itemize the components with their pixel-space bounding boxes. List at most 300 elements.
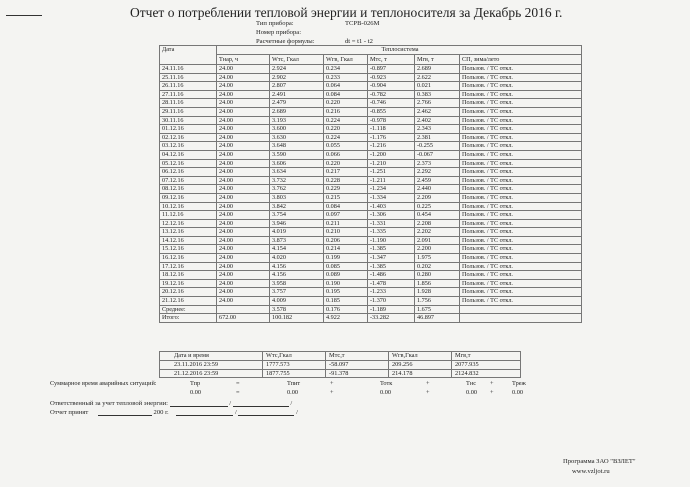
table-row <box>160 142 582 151</box>
table-cell: 24.00 <box>217 262 270 271</box>
table-cell: 2.491 <box>270 90 324 99</box>
table-cell: 26.11.16 <box>160 82 217 91</box>
summary-term-value: 0.00 <box>287 389 299 396</box>
table-cell: Пользов. / ТС откл. <box>460 73 582 82</box>
table-cell: 4.154 <box>270 245 324 254</box>
summary-term-value: + <box>490 389 494 396</box>
table-cell: -1.216 <box>368 142 415 151</box>
table-cell: 24.00 <box>217 99 270 108</box>
table-cell: -1.335 <box>368 228 415 237</box>
table-cell: 0.206 <box>324 236 368 245</box>
table-cell: Пользов. / ТС откл. <box>460 65 582 74</box>
table-cell: 24.00 <box>217 245 270 254</box>
footer-program: Программа ЗАО "ВЗЛЕТ" <box>563 458 636 465</box>
accepted-label: Отчет принят <box>50 409 89 416</box>
table-cell: Пользов. / ТС откл. <box>460 279 582 288</box>
table-row <box>160 254 582 263</box>
table-cell: 0.064 <box>324 82 368 91</box>
table-cell: Итого: <box>160 314 217 323</box>
table-cell: 3.732 <box>270 176 324 185</box>
table-cell: 4.009 <box>270 297 324 306</box>
table-cell: 24.00 <box>217 254 270 263</box>
table-cell: 25.11.16 <box>160 73 217 82</box>
summary-term-value: = <box>236 389 240 396</box>
table-cell: 3.648 <box>270 142 324 151</box>
table-row <box>160 168 582 177</box>
table-row <box>160 288 582 297</box>
table-cell: 2.402 <box>415 116 460 125</box>
table-cell: 2.292 <box>415 168 460 177</box>
table-cell: 0.084 <box>324 90 368 99</box>
table-cell: 0.021 <box>415 82 460 91</box>
table-cell: Пользов. / ТС откл. <box>460 271 582 280</box>
table-cell: 0.225 <box>415 202 460 211</box>
table-cell: 2.462 <box>415 107 460 116</box>
readings-row <box>160 369 521 378</box>
table-cell: -0.782 <box>368 90 415 99</box>
table-cell: 09.12.16 <box>160 193 217 202</box>
responsible-label: Ответственный за учет тепловой энергии: <box>50 400 168 407</box>
accepted-signature: Отчет принят 200 г. / / <box>50 409 298 416</box>
table-cell: -1.486 <box>368 271 415 280</box>
table-cell: 2.209 <box>415 193 460 202</box>
table-row <box>160 107 582 116</box>
table-cell: 0.097 <box>324 211 368 220</box>
readings-cell: Wтс,Гкал <box>263 352 326 361</box>
table-cell: 2.202 <box>415 228 460 237</box>
table-cell: -1.385 <box>368 245 415 254</box>
table-cell <box>460 305 582 314</box>
table-cell: -1.306 <box>368 211 415 220</box>
total-row <box>160 314 582 323</box>
table-row <box>160 150 582 159</box>
table-cell: 672.00 <box>217 314 270 323</box>
table-cell: 24.00 <box>217 271 270 280</box>
table-cell: 24.00 <box>217 90 270 99</box>
table-row <box>160 125 582 134</box>
table-cell: 24.00 <box>217 168 270 177</box>
table-cell: 4.922 <box>324 314 368 323</box>
table-cell: 24.00 <box>217 142 270 151</box>
table-cell: -1.478 <box>368 279 415 288</box>
table-cell: -0.904 <box>368 82 415 91</box>
table-cell: Пользов. / ТС откл. <box>460 142 582 151</box>
readings-table <box>159 351 521 378</box>
table-cell: 0.224 <box>324 116 368 125</box>
column-header: Мтс, т <box>368 55 415 65</box>
table-cell: 2.807 <box>270 82 324 91</box>
table-cell: 46.897 <box>415 314 460 323</box>
table-cell: 02.12.16 <box>160 133 217 142</box>
table-cell: 0.220 <box>324 125 368 134</box>
table-cell: 3.754 <box>270 211 324 220</box>
table-cell: 0.055 <box>324 142 368 151</box>
table-cell: 3.606 <box>270 159 324 168</box>
footer-site: www.vzljot.ru <box>572 468 610 475</box>
table-cell: 0.190 <box>324 279 368 288</box>
table-cell: 10.12.16 <box>160 202 217 211</box>
readings-cell: 23.11.2016 23:59 <box>160 360 263 369</box>
table-row <box>160 245 582 254</box>
table-row <box>160 236 582 245</box>
accept-signature-line <box>176 415 233 416</box>
summary-term-value: + <box>426 389 430 396</box>
table-cell: 15.12.16 <box>160 245 217 254</box>
table-cell: 24.00 <box>217 279 270 288</box>
table-cell: Пользов. / ТС откл. <box>460 262 582 271</box>
table-cell: -33.282 <box>368 314 415 323</box>
table-row <box>160 219 582 228</box>
table-cell: 20.12.16 <box>160 288 217 297</box>
table-cell: 3.600 <box>270 125 324 134</box>
name-line <box>233 406 289 407</box>
table-cell: Пользов. / ТС откл. <box>460 245 582 254</box>
table-cell: -1.200 <box>368 150 415 159</box>
table-cell: 0.210 <box>324 228 368 237</box>
table-cell: Пользов. / ТС откл. <box>460 236 582 245</box>
table-cell: 2.622 <box>415 73 460 82</box>
table-cell: 1.975 <box>415 254 460 263</box>
table-cell: 3.873 <box>270 236 324 245</box>
table-cell: 1.856 <box>415 279 460 288</box>
table-cell: 24.00 <box>217 297 270 306</box>
table-cell: -1.210 <box>368 159 415 168</box>
table-row <box>160 211 582 220</box>
table-cell: 2.689 <box>270 107 324 116</box>
readings-cell: Wгв,Гкал <box>389 352 452 361</box>
table-cell: 0.220 <box>324 99 368 108</box>
table-cell: -1.331 <box>368 219 415 228</box>
table-cell: 0.216 <box>324 107 368 116</box>
table-row <box>160 73 582 82</box>
table-cell: 19.12.16 <box>160 279 217 288</box>
table-cell: Пользов. / ТС откл. <box>460 90 582 99</box>
table-cell: 24.00 <box>217 65 270 74</box>
table-cell: 05.12.16 <box>160 159 217 168</box>
table-row <box>160 202 582 211</box>
table-cell: 24.00 <box>217 176 270 185</box>
table-cell: Пользов. / ТС откл. <box>460 185 582 194</box>
table-cell: Пользов. / ТС откл. <box>460 288 582 297</box>
year-suffix: 200 г. <box>153 409 169 416</box>
table-cell: 2.208 <box>415 219 460 228</box>
readings-cell: 1777.573 <box>263 360 326 369</box>
table-cell: 29.11.16 <box>160 107 217 116</box>
device-number-label: Номер прибора: <box>256 29 302 36</box>
table-row <box>160 185 582 194</box>
readings-cell: Мгв,т <box>452 352 521 361</box>
table-cell: 24.11.16 <box>160 65 217 74</box>
table-cell: 3.842 <box>270 202 324 211</box>
table-cell: 0.185 <box>324 297 368 306</box>
readings-row <box>160 360 521 369</box>
table-cell: 24.00 <box>217 133 270 142</box>
column-header: Тнар, ч <box>217 55 270 65</box>
readings-cell: 2077.935 <box>452 360 521 369</box>
table-cell: Пользов. / ТС откл. <box>460 211 582 220</box>
table-cell: Пользов. / ТС откл. <box>460 150 582 159</box>
table-cell: 21.12.16 <box>160 297 217 306</box>
table-cell: 3.630 <box>270 133 324 142</box>
table-cell: 2.091 <box>415 236 460 245</box>
table-cell: Пользов. / ТС откл. <box>460 176 582 185</box>
table-cell: 4.156 <box>270 262 324 271</box>
readings-cell: 209.256 <box>389 360 452 369</box>
table-cell: -1.403 <box>368 202 415 211</box>
table-cell: -1.334 <box>368 193 415 202</box>
table-cell: 3.762 <box>270 185 324 194</box>
table-cell: 0.176 <box>324 305 368 314</box>
table-cell: 3.590 <box>270 150 324 159</box>
table-cell: 04.12.16 <box>160 150 217 159</box>
table-cell: Пользов. / ТС откл. <box>460 133 582 142</box>
table-row <box>160 90 582 99</box>
summary-term-label: = <box>236 380 240 387</box>
table-cell: 0.228 <box>324 176 368 185</box>
table-cell: 0.280 <box>415 271 460 280</box>
date-line <box>98 415 152 416</box>
table-cell: 2.200 <box>415 245 460 254</box>
table-row <box>160 279 582 288</box>
table-cell: 24.00 <box>217 116 270 125</box>
table-row <box>160 99 582 108</box>
table-cell: 24.00 <box>217 228 270 237</box>
summary-term-label: + <box>426 380 430 387</box>
table-cell: Пользов. / ТС откл. <box>460 254 582 263</box>
table-cell: -1.211 <box>368 176 415 185</box>
table-cell: 2.924 <box>270 65 324 74</box>
table-cell: Пользов. / ТС откл. <box>460 125 582 134</box>
table-cell: 27.11.16 <box>160 90 217 99</box>
table-cell: Пользов. / ТС откл. <box>460 159 582 168</box>
table-cell: 0.085 <box>324 262 368 271</box>
table-cell: 24.00 <box>217 193 270 202</box>
table-cell: -1.176 <box>368 133 415 142</box>
table-cell: 0.234 <box>324 65 368 74</box>
table-cell: 0.224 <box>324 133 368 142</box>
table-cell <box>460 314 582 323</box>
table-cell: -1.370 <box>368 297 415 306</box>
table-cell: -1.347 <box>368 254 415 263</box>
table-row <box>160 82 582 91</box>
readings-cell: Дата и время <box>160 352 263 361</box>
table-cell: 08.12.16 <box>160 185 217 194</box>
table-cell: Пользов. / ТС откл. <box>460 116 582 125</box>
responsible-signature: Ответственный за учет тепловой энергии: / / <box>50 400 293 407</box>
table-cell: 0.383 <box>415 90 460 99</box>
accept-name-line <box>238 415 294 416</box>
summary-term-value: + <box>330 389 334 396</box>
table-cell: Пользов. / ТС откл. <box>460 82 582 91</box>
date-header: Дата <box>160 46 217 55</box>
table-cell: 24.00 <box>217 185 270 194</box>
table-cell: 0.217 <box>324 168 368 177</box>
table-cell: -1.233 <box>368 288 415 297</box>
table-cell: 2.440 <box>415 185 460 194</box>
table-cell: Пользов. / ТС откл. <box>460 202 582 211</box>
column-header: Мгв, т <box>415 55 460 65</box>
table-cell: 18.12.16 <box>160 271 217 280</box>
readings-cell: -58.097 <box>326 360 389 369</box>
table-cell: 0.202 <box>415 262 460 271</box>
table-cell: 0.220 <box>324 159 368 168</box>
table-cell: 2.766 <box>415 99 460 108</box>
table-cell: 2.343 <box>415 125 460 134</box>
table-cell: 16.12.16 <box>160 254 217 263</box>
summary-term-label: + <box>490 380 494 387</box>
signature-line <box>170 406 228 407</box>
table-cell: Среднее: <box>160 305 217 314</box>
table-cell: -1.234 <box>368 185 415 194</box>
table-cell <box>217 305 270 314</box>
table-cell: -0.855 <box>368 107 415 116</box>
consumption-table <box>159 45 582 323</box>
table-row <box>160 228 582 237</box>
table-cell: 4.020 <box>270 254 324 263</box>
table-cell: 0.229 <box>324 185 368 194</box>
formula-value: dt = t1 - t2 <box>345 38 373 45</box>
table-cell: Пользов. / ТС откл. <box>460 99 582 108</box>
table-cell: 0.211 <box>324 219 368 228</box>
table-cell: Пользов. / ТС откл. <box>460 219 582 228</box>
table-cell: 17.12.16 <box>160 262 217 271</box>
table-cell: 0.199 <box>324 254 368 263</box>
table-cell: 1.928 <box>415 288 460 297</box>
table-row <box>160 262 582 271</box>
table-cell: 03.12.16 <box>160 142 217 151</box>
summary-term-value: 0.00 <box>380 389 392 396</box>
table-cell: Пользов. / ТС откл. <box>460 168 582 177</box>
table-cell: 0.233 <box>324 73 368 82</box>
table-cell: 14.12.16 <box>160 236 217 245</box>
summary-term-label: Тнс <box>466 380 477 387</box>
table-cell: -1.189 <box>368 305 415 314</box>
table-cell: Пользов. / ТС откл. <box>460 228 582 237</box>
table-cell: -1.251 <box>368 168 415 177</box>
table-cell: -1.118 <box>368 125 415 134</box>
table-cell: 24.00 <box>217 125 270 134</box>
device-type-label: Тип прибора: <box>256 20 294 27</box>
table-cell: Пользов. / ТС откл. <box>460 193 582 202</box>
table-cell: 2.459 <box>415 176 460 185</box>
table-cell: 3.958 <box>270 279 324 288</box>
table-cell: 3.578 <box>270 305 324 314</box>
table-cell: 1.756 <box>415 297 460 306</box>
table-cell: 0.215 <box>324 193 368 202</box>
corner-dash <box>6 15 42 16</box>
table-cell: 3.634 <box>270 168 324 177</box>
table-cell: 24.00 <box>217 219 270 228</box>
table-cell: -0.923 <box>368 73 415 82</box>
summary-term-label: + <box>330 380 334 387</box>
table-row <box>160 65 582 74</box>
table-cell: 24.00 <box>217 107 270 116</box>
table-cell: 0.084 <box>324 202 368 211</box>
table-cell: 3.803 <box>270 193 324 202</box>
table-cell: -1.190 <box>368 236 415 245</box>
readings-cell: 2124.832 <box>452 369 521 378</box>
table-cell: 0.066 <box>324 150 368 159</box>
table-row <box>160 297 582 306</box>
table-cell: 3.193 <box>270 116 324 125</box>
readings-cell: Мтс,т <box>326 352 389 361</box>
summary-term-value: 0.00 <box>512 389 524 396</box>
table-cell: 24.00 <box>217 150 270 159</box>
summary-term-label: Треж <box>512 380 526 387</box>
table-cell: -0.255 <box>415 142 460 151</box>
table-cell: 100.182 <box>270 314 324 323</box>
readings-header-row <box>160 352 521 361</box>
table-cell: 0.214 <box>324 245 368 254</box>
average-row <box>160 305 582 314</box>
table-cell: Пользов. / ТС откл. <box>460 107 582 116</box>
table-cell: 11.12.16 <box>160 211 217 220</box>
table-cell: 2.689 <box>415 65 460 74</box>
table-cell: 4.019 <box>270 228 324 237</box>
table-cell: 07.12.16 <box>160 176 217 185</box>
column-header: СП, зима/лето <box>460 55 582 65</box>
table-row <box>160 116 582 125</box>
readings-cell: 21.12.2016 23:59 <box>160 369 263 378</box>
table-cell: 24.00 <box>217 73 270 82</box>
summary-term-value: 0.00 <box>190 389 202 396</box>
table-cell: 1.675 <box>415 305 460 314</box>
summary-term-value: 0.00 <box>466 389 478 396</box>
table-cell: -0.897 <box>368 65 415 74</box>
table-cell: 24.00 <box>217 288 270 297</box>
table-cell: 24.00 <box>217 211 270 220</box>
table-row <box>160 159 582 168</box>
table-cell: 2.373 <box>415 159 460 168</box>
table-row <box>160 193 582 202</box>
table-cell: 06.12.16 <box>160 168 217 177</box>
table-cell: 3.946 <box>270 219 324 228</box>
date-header-cell <box>160 55 217 65</box>
system-header: Теплосистема <box>217 46 582 55</box>
table-row <box>160 176 582 185</box>
table-cell: -0.067 <box>415 150 460 159</box>
table-row <box>160 133 582 142</box>
readings-cell: 214.178 <box>389 369 452 378</box>
table-cell: 2.381 <box>415 133 460 142</box>
table-cell: 24.00 <box>217 82 270 91</box>
table-cell: 13.12.16 <box>160 228 217 237</box>
readings-cell: 1877.755 <box>263 369 326 378</box>
table-cell: 01.12.16 <box>160 125 217 134</box>
table-cell: 28.11.16 <box>160 99 217 108</box>
table-cell: -0.978 <box>368 116 415 125</box>
table-cell: 0.195 <box>324 288 368 297</box>
table-cell: 4.156 <box>270 271 324 280</box>
table-row <box>160 271 582 280</box>
table-cell: 24.00 <box>217 159 270 168</box>
table-cell: 3.757 <box>270 288 324 297</box>
table-cell: 0.089 <box>324 271 368 280</box>
readings-cell: -91.378 <box>326 369 389 378</box>
summary-term-label: Тпр <box>190 380 201 387</box>
table-cell: -1.385 <box>368 262 415 271</box>
formula-label: Расчетные формулы: <box>256 38 315 45</box>
summary-label: Суммарное время аварийных ситуаций: <box>50 380 157 387</box>
table-cell: 24.00 <box>217 236 270 245</box>
table-cell: 2.479 <box>270 99 324 108</box>
summary-term-label: Тпит <box>287 380 301 387</box>
emergency-summary <box>50 380 526 398</box>
table-cell: -0.746 <box>368 99 415 108</box>
report-title: Отчет о потреблении тепловой энергии и теплоносителя за Декабрь 2016 г. <box>130 5 563 20</box>
table-cell: 24.00 <box>217 202 270 211</box>
device-type-value: ТСРВ-026М <box>345 20 380 27</box>
